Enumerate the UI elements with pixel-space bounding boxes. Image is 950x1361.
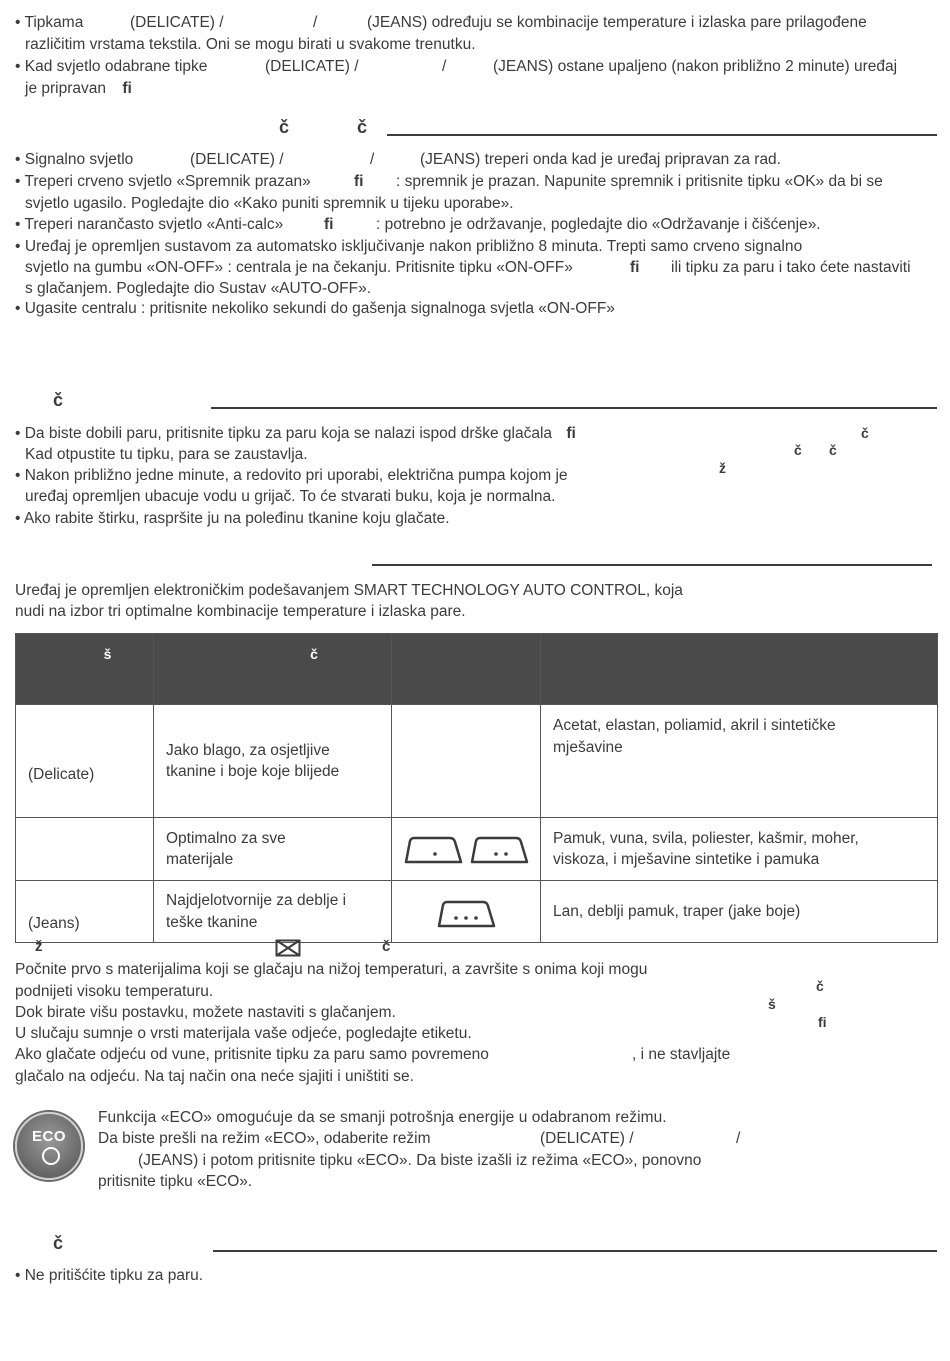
- ligature-glyph: ﬁ: [566, 425, 576, 442]
- table-cell: [541, 705, 938, 818]
- cell-line: Pamuk, vuna, svila, poliester, kašmir, moher,: [553, 829, 859, 847]
- text: Ako glačate odjeću od vune, pritisnite tipku za paru samo povremeno: [15, 1046, 489, 1063]
- bullet-ready-line1: [15, 56, 937, 78]
- iron-one-dot-icon: [406, 838, 461, 862]
- text: /: [313, 14, 318, 31]
- sec2-line5: • Ako rabite štirku, raspršite ju na poleđinu tkanine koju glačate.: [15, 510, 450, 527]
- eco-line1: Funkcija «ECO» omogućuje da se smanji potrošnja energije u odabranom režimu.: [98, 1109, 667, 1126]
- table-cell: [154, 705, 392, 818]
- sec1-line3: svjetlo ugasilo. Pogledajte dio «Kako puniti spremnik u tijeku uporabe».: [25, 195, 514, 212]
- bullet-ready-line2: [25, 78, 132, 100]
- table-row: [16, 818, 938, 881]
- text: • Treperi narančasto svjetlo «Anti-calc»: [15, 216, 284, 233]
- heading3-glyph: č: [53, 1233, 64, 1253]
- cell-line: tkanine i boje koje blijede: [166, 763, 340, 780]
- side-glyph: ﬁ: [818, 1014, 827, 1030]
- sec1-line5: • Uređaj je opremljen sustavom za automatsko isključivanje nakon približno 8 minuta. Trepti samo crveno signalno: [15, 238, 803, 255]
- ligature-glyph: ﬁ: [354, 173, 364, 190]
- eco-badge-icon: [15, 1112, 83, 1180]
- side-glyph: ž: [719, 460, 726, 476]
- eco-line2: [98, 1128, 743, 1150]
- table-cell: Lan, deblji pamuk, traper (jake boje): [541, 881, 938, 943]
- eco-line4: pritisnite tipku «ECO».: [98, 1173, 253, 1190]
- text: svjetlo na gumbu «ON-OFF» : centrala je na čekanju. Pritisnite tipku «ON-OFF»: [25, 259, 573, 276]
- iron-two-dots-icons: [392, 829, 541, 869]
- sec1-line4: [15, 214, 937, 236]
- table-header-row: [16, 634, 938, 705]
- text: , i ne stavljajte: [632, 1046, 731, 1063]
- text: • Tipkama: [15, 14, 84, 31]
- side-glyph: č: [794, 442, 802, 458]
- bullet-keys-line1: [15, 12, 937, 34]
- bullet-keys-line2: različitim vrstama tekstila. Oni se mogu birati u svakome trenutku.: [25, 36, 476, 53]
- text: (DELICATE) /: [540, 1130, 634, 1147]
- eco-line3: (JEANS) i potom pritisnite tipku «ECO». Da biste izašli iz režima «ECO», ponovno: [138, 1152, 702, 1169]
- table-cell: (Jeans): [16, 881, 154, 943]
- sec2-line4: uređaj opremljen ubacuje vodu u grijač. To će stvarati buku, koja je normalna.: [25, 488, 556, 505]
- ligature-glyph: ﬁ: [324, 216, 334, 233]
- cell-line: teške tkanine: [166, 913, 258, 931]
- text: • Kad svjetlo odabrane tipke: [15, 58, 208, 75]
- table-header-cell: š: [16, 634, 154, 705]
- table-row: [16, 705, 938, 818]
- iron-two-dot-icon: [472, 838, 527, 862]
- table-cell: [392, 881, 541, 943]
- cell-line: Jako blago, za osjetljive: [166, 741, 330, 759]
- table-row: [16, 881, 938, 943]
- table-cell: [16, 818, 154, 881]
- sec4-line5: [15, 1044, 743, 1066]
- text: Da biste prešli na režim «ECO», odaberite režim: [98, 1130, 431, 1147]
- sec1-line1: [15, 149, 937, 171]
- sec4-line3: Dok birate višu postavku, možete nastaviti s glačanjem.: [15, 1004, 396, 1021]
- text: (DELICATE) /: [265, 58, 359, 75]
- settings-table: [15, 633, 938, 943]
- text: : spremnik je prazan. Napunite spremnik i pritisnite tipku «OK» da bi se: [396, 173, 883, 190]
- cell-line: mješavine: [553, 738, 623, 756]
- text: : potrebno je održavanje, pogledajte dio «Održavanje i čišćenje».: [376, 216, 821, 233]
- sec4-line6: glačalo na odjeću. Na taj način ona neće sjajiti i uništiti se.: [15, 1068, 414, 1085]
- sec3-line2: nudi na izbor tri optimalne kombinacije temperature i izlaska pare.: [15, 603, 466, 620]
- text: /: [442, 58, 447, 75]
- text: /: [736, 1130, 741, 1147]
- text: (JEANS) treperi onda kad je uređaj pripravan za rad.: [420, 151, 781, 168]
- table-header-cell: [541, 634, 938, 705]
- side-glyph: č: [861, 425, 869, 441]
- sec2-line3: • Nakon približno jedne minute, a redovito pri uporabi, električna pumpa kojom je: [15, 467, 568, 484]
- cell-line: Acetat, elastan, poliamid, akril i sintetičke: [553, 717, 836, 734]
- text: /: [370, 151, 375, 168]
- heading1-glyph: č: [357, 117, 368, 137]
- sec1-line7: s glačanjem. Pogledajte dio Sustav «AUTO-OFF».: [25, 280, 372, 297]
- cell-line: viskoza, i mješavine sintetike i pamuka: [553, 851, 820, 868]
- table-cell: [154, 881, 392, 943]
- side-glyph: č: [816, 978, 824, 994]
- heading2-glyph: č: [53, 390, 64, 410]
- text: ili tipku za paru i tako ćete nastaviti: [671, 259, 911, 276]
- eco-badge-label: ECO: [31, 1128, 66, 1145]
- sec4-header-glyph: č: [382, 938, 391, 955]
- side-glyph: č: [829, 442, 837, 458]
- side-glyph: š: [768, 996, 776, 1012]
- text: (DELICATE) /: [130, 14, 224, 31]
- heading1-rule: [387, 134, 937, 136]
- sec3-line1: Uređaj je opremljen elektroničkim podešavanjem SMART TECHNOLOGY AUTO CONTROL, koja: [15, 582, 683, 599]
- cell-line: Optimalno za sve: [166, 829, 286, 847]
- heading2-rule: [211, 407, 937, 409]
- ligature-glyph: ﬁ: [122, 80, 132, 97]
- text: • Treperi crveno svjetlo «Spremnik prazan»: [15, 173, 311, 190]
- sec4-line2: podnijeti visoku temperaturu.: [15, 983, 214, 1000]
- text: je pripravan: [25, 80, 106, 97]
- section3-rule: [372, 564, 932, 566]
- sec4-line1: Počnite prvo s materijalima koji se glačaju na nižoj temperaturi, a završite s onima koji mogu: [15, 961, 648, 978]
- text: (DELICATE) /: [190, 151, 284, 168]
- sec1-line8: • Ugasite centralu : pritisnite nekoliko sekundi do gašenja signalnoga svjetla «ON-OFF»: [15, 300, 615, 317]
- cell-line: Najdjelotvornije za deblje i: [166, 892, 347, 909]
- sec1-line6: [25, 257, 937, 279]
- text: • Signalno svjetlo: [15, 151, 134, 168]
- table-cell: [392, 818, 541, 881]
- sec1-line2: [15, 171, 937, 193]
- sec2-line1: [15, 423, 576, 445]
- iron-three-dot-icon: [392, 892, 541, 932]
- table-cell: [392, 705, 541, 818]
- sec2-line2: Kad otpustite tu tipku, para se zaustavlja.: [25, 446, 308, 463]
- sec4-header-glyph: ž: [35, 938, 43, 955]
- ligature-glyph: ﬁ: [630, 259, 640, 276]
- sec5-line1: • Ne pritišćite tipku za paru.: [15, 1267, 204, 1284]
- table-cell: [541, 818, 938, 881]
- heading1-glyph: č: [279, 117, 290, 137]
- no-iron-icon: [275, 939, 301, 957]
- table-cell: (Delicate): [16, 705, 154, 818]
- text: (JEANS) određuju se kombinacije temperature i izlaska pare prilagođene: [367, 14, 867, 31]
- eco-leaf-icon: [42, 1147, 60, 1165]
- heading3-rule: [213, 1250, 937, 1252]
- table-header-cell: [392, 634, 541, 705]
- sec4-line4: U slučaju sumnje o vrsti materijala vaše odjeće, pogledajte etiketu.: [15, 1025, 472, 1042]
- cell-line: materijale: [166, 851, 234, 868]
- table-header-cell: č: [154, 634, 392, 705]
- table-cell: [154, 818, 392, 881]
- text: (JEANS) ostane upaljeno (nakon približno 2 minute) uređaj: [493, 58, 898, 75]
- text: • Da biste dobili paru, pritisnite tipku za paru koja se nalazi ispod drške glačala: [15, 425, 553, 442]
